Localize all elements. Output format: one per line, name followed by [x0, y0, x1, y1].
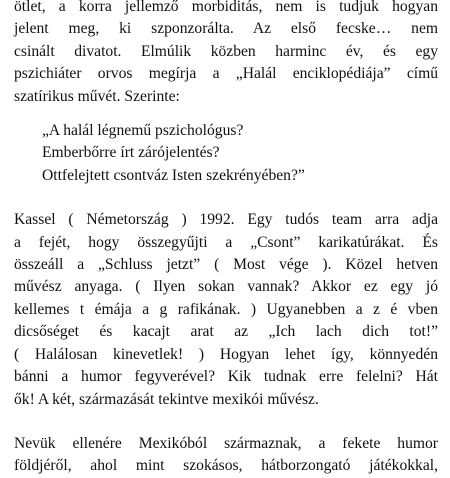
- text-line: Nevük ellenére Mexikóból származnak, a fekete humor: [14, 434, 438, 452]
- paragraph-spacer: [14, 411, 438, 433]
- text-line: összeáll a „Schluss jetzt” ( Most vége ). Közel hetven: [14, 256, 438, 274]
- text-line: kellemes t émája a g rafikának. ) Ugyanebben a z é vben: [14, 300, 438, 318]
- text-line: Kassel ( Németország ) 1992. Egy tudós team arra adja: [14, 211, 438, 229]
- text-line: jelent meg, ki szponzorálta. Az első fecske… nem: [14, 20, 438, 38]
- paragraph-3: [14, 433, 438, 478]
- text-line: szatírikus művét. Szerinte:: [14, 87, 180, 105]
- quote-line: Ottfelejtett csontváz Isten szekrényében?”: [42, 166, 305, 184]
- quote-line: Emberbőrre írt zárójelentés?: [42, 144, 220, 162]
- paragraph-spacer: [14, 187, 438, 209]
- text-line: bánni a humor fegyverével? Kik tudnak erre felelni? Hát: [14, 368, 438, 386]
- text-line: ők! A két, származását tekintve mexikói művész.: [14, 390, 319, 408]
- text-line: pszichiáter orvos megírja a „Halál enciklopédiája” című: [14, 65, 438, 83]
- text-line: a fejét, hogy összegyűjti a „Csont” karikatúrákat. És: [14, 233, 438, 251]
- text-line: csinált divatot. Elmúlik közben harminc év, és egy: [14, 42, 438, 60]
- document-page: [14, 0, 438, 478]
- text-line: dicsőséget és kacajt arat az „Ich lach dich tot!”: [14, 323, 438, 341]
- poem-quote: [42, 120, 438, 187]
- paragraph-2: [14, 209, 438, 411]
- text-line: ( Halálosan kinevetlek! ) Hogyan lehet így, könnyedén: [14, 345, 438, 363]
- text-line: ötlet, a korra jellemző morbiditás, nem is tudjuk hogyan: [14, 0, 438, 15]
- text-line: földjéről, ahol mint szokásos, hátborzongató játékokkal,: [14, 457, 438, 475]
- text-line: művész anyaga. ( Ilyen sokan vannak? Akkor ez egy jó: [14, 278, 438, 296]
- paragraph-1: [14, 0, 438, 108]
- quote-line: „A halál légnemű pszichológus?: [42, 122, 244, 140]
